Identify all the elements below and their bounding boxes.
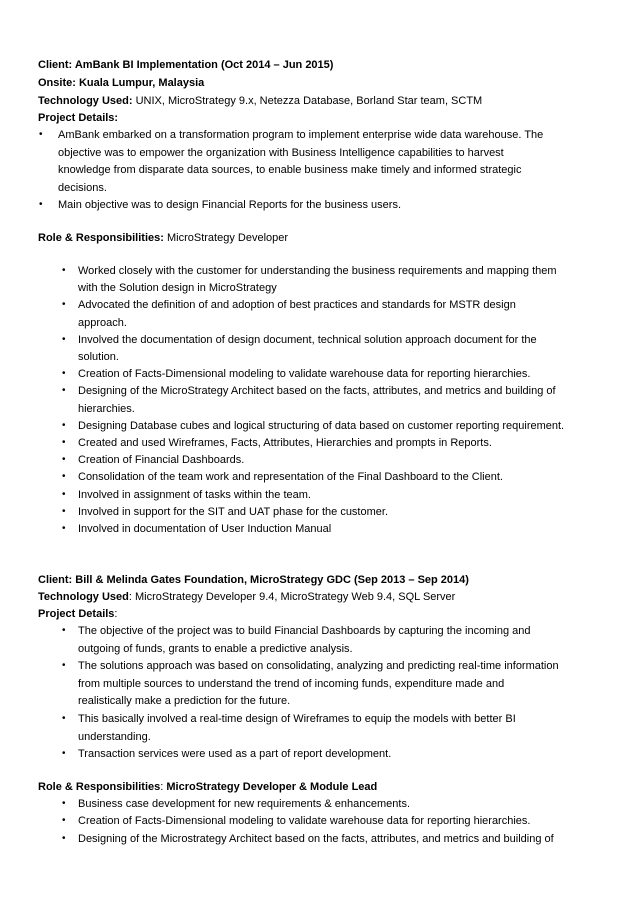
bullet-icon: • <box>62 505 66 517</box>
onsite-location: Onsite: Kuala Lumpur, Malaysia <box>38 77 205 89</box>
bullet-icon: • <box>62 299 66 311</box>
bullet-icon: • <box>62 660 66 672</box>
role-label-2: Role & Responsibilities <box>38 781 161 793</box>
bullet-icon: • <box>62 385 66 397</box>
list-item-line: outgoing of funds, grants to enable a predictive analysis. <box>78 642 353 655</box>
list-item-line: Creation of Financial Dashboards. <box>78 454 245 467</box>
list-item-line: This basically involved a real-time design of Wireframes to equip the models with better BI <box>78 713 516 725</box>
list-item-line: AmBank embarked on a transformation program to implement enterprise wide data warehouse. The <box>58 129 544 141</box>
project-details-label-2: Project Details <box>38 608 115 620</box>
list-item-line: from multiple sources to understand the trend of incoming funds, expenditure made and <box>78 677 505 690</box>
bullet-icon: • <box>62 625 66 636</box>
list-item-line: The solutions approach was based on consolidating, analyzing and predicting real-time information <box>78 660 559 673</box>
list-item-line: Transaction services were used as a part of report development. <box>78 748 392 761</box>
bullet-icon: • <box>62 454 66 466</box>
list-item-line: decisions. <box>58 181 107 194</box>
bullet-icon: • <box>62 523 66 534</box>
list-item-line: Advocated the definition of and adoption of best practices and standards for MSTR design <box>78 299 516 312</box>
bullet-icon: • <box>62 815 66 827</box>
technology-value: UNIX, MicroStrategy 9.x, Netezza Database, Borland Star team, SCTM <box>132 95 483 107</box>
role-label: Role & Responsibilities: <box>38 232 164 244</box>
bullet-icon: • <box>62 368 66 380</box>
list-item-line: solution. <box>78 351 119 363</box>
role-line-2 <box>38 779 377 795</box>
role-colon-2: : <box>160 781 167 793</box>
list-item-line: Creation of Facts-Dimensional modeling to validate warehouse data for reporting hierarchies. <box>78 815 531 828</box>
list-item-line: with the Solution design in MicroStrategy <box>78 282 277 295</box>
bullet-icon: • <box>62 798 66 809</box>
list-item-line: Consolidation of the team work and representation of the Final Dashboard to the Client. <box>78 471 503 484</box>
project-details-label: Project Details: <box>38 112 119 124</box>
bullet-icon: • <box>62 333 66 345</box>
list-item-line: realistically make a prediction for the future. <box>78 695 291 708</box>
list-item-line: Designing of the MicroStrategy Architect based on the facts, attributes, and metrics and building of <box>78 385 556 398</box>
technology-value-2: : MicroStrategy Developer 9.4, MicroStrategy Web 9.4, SQL Server <box>128 591 456 603</box>
technology-label: Technology Used: <box>38 95 133 107</box>
role-line <box>38 230 288 246</box>
bullet-icon: • <box>62 832 66 844</box>
list-item-line: Created and used Wireframes, Facts, Attributes, Hierarchies and prompts in Reports. <box>78 437 492 449</box>
list-item-line: Creation of Facts-Dimensional modeling to validate warehouse data for reporting hierarchies. <box>78 368 531 381</box>
bullet-icon: • <box>62 713 66 724</box>
bullet-icon: • <box>62 437 66 448</box>
bullet-icon: • <box>62 419 66 431</box>
list-item-line: Worked closely with the customer for understanding the business requirements and mapping them <box>78 265 557 277</box>
list-item-line: approach. <box>78 316 127 329</box>
role-value: MicroStrategy Developer <box>163 232 289 244</box>
list-item-line: The objective of the project was to build Financial Dashboards by capturing the incoming and <box>78 625 531 637</box>
list-item-line: Business case development for new requirements & enhancements. <box>78 798 411 810</box>
bullet-icon: • <box>62 488 66 500</box>
bullet-icon: • <box>39 129 43 140</box>
client-heading-gates: Client: Bill & Melinda Gates Foundation, MicroStrategy GDC (Sep 2013 – Sep 2014) <box>38 574 469 586</box>
bullet-icon: • <box>39 199 43 210</box>
technology-used-line-2 <box>38 589 455 605</box>
technology-used-line <box>38 93 482 109</box>
bullet-icon: • <box>62 471 66 483</box>
list-item-line: Involved in assignment of tasks within the team. <box>78 488 311 501</box>
list-item-line: Designing of the Microstrategy Architect based on the facts, attributes, and metrics and building of <box>78 832 554 845</box>
project-details-colon-2: : <box>114 608 118 620</box>
list-item-line: Main objective was to design Financial Reports for the business users. <box>58 199 402 211</box>
bullet-icon: • <box>62 265 66 276</box>
client-heading-ambank: Client: AmBank BI Implementation (Oct 2014 – Jun 2015) <box>38 59 334 71</box>
list-item-line: Designing Database cubes and logical structuring of data based on customer reporting requirement. <box>78 419 565 432</box>
list-item-line: objective was to empower the organization with Business Intelligence capabilities to harvest <box>58 146 504 159</box>
list-item-line: Involved in documentation of User Induction Manual <box>78 523 332 535</box>
project-details-line-2 <box>38 606 117 622</box>
role-value-2: MicroStrategy Developer & Module Lead <box>166 781 378 793</box>
list-item-line: understanding. <box>78 730 151 743</box>
list-item-line: knowledge from disparate data sources, to enable business make timely and informed strategic <box>58 164 522 176</box>
technology-label-2: Technology Used <box>38 591 129 603</box>
list-item-line: Involved the documentation of design document, technical solution approach document for the <box>78 333 537 346</box>
list-item-line: Involved in support for the SIT and UAT phase for the customer. <box>78 505 389 518</box>
bullet-icon: • <box>62 748 66 760</box>
list-item-line: hierarchies. <box>78 402 135 415</box>
